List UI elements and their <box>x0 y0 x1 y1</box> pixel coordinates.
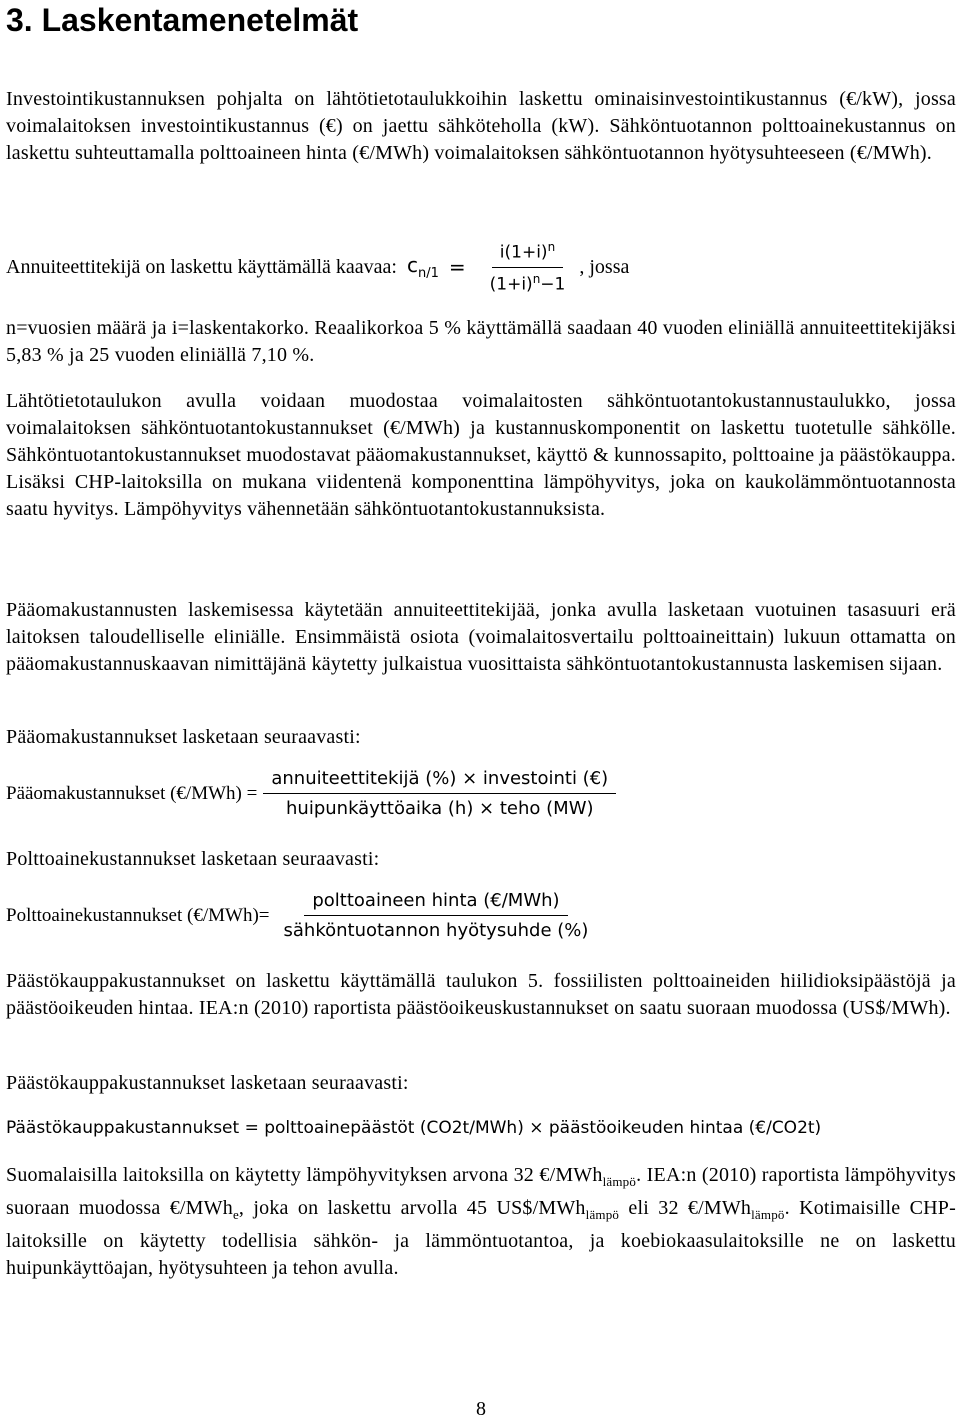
annuity-equals: = <box>448 255 466 280</box>
paragraph-heat-credit: Suomalaisilla laitoksilla on käytetty lämpöhyvityksen arvona 32 €/MWh$_{lämpö}$. IEA:n (2010) raportista lämpöhyvitys suoraan muodossa €/MWh$_e$, joka on laskettu arvolla 45 US$/MWh$_{lämpö}$ eli 32 €/MWh$_{lämpö}$. Kotimaisille CHP-laitoksille on käytetty todellisia sähkön- ja lämmöntuotantoa, ja koebiokaasulaitoksille ne on laskettu huipunkäyttöajan, hyötysuhteen ja tehon avulla. <box>6 1164 956 1279</box>
page-number: 8 <box>476 1398 486 1420</box>
capital-fraction <box>263 768 616 819</box>
paragraph-cost-table: Lähtötietotaulukon avulla voidaan muodostaa voimalaitosten sähköntuotantokustannustaulukko, jossa voimalaitoksen sähköntuotantokustannukset (€/MWh) ja kustannuskomponentit on laskettu tuotetulle sähkölle. Sähköntuotantokustannukset muodostavat pääomakustannukset, käyttö & kunnossapito, polttoaine ja päästökauppa. Lisäksi CHP-laitoksilla on mukana viidentenä komponenttina lämpöhyvitys, joka on kaukolämmöntuotannosta saatu hyvitys. Lämpöhyvitys vähennetään sähköntuotantokustannuksista. <box>6 390 956 520</box>
annuity-lhs <box>407 253 439 281</box>
annuity-lhs-subscript: n/1 <box>417 266 439 282</box>
emission-intro: Päästökauppakustannukset lasketaan seuraavasti: <box>6 1072 409 1094</box>
fuel-denominator: sähköntuotannon hyötysuhde (%) <box>283 920 589 941</box>
annuity-numerator: $i(1+i)^n$ <box>492 240 563 268</box>
fuel-formula-row <box>6 890 602 941</box>
paragraph-capital: Pääomakustannusten laskemisessa käytetään annuiteettitekijää, jonka avulla lasketaan vuotuinen tasasuuri erä laitoksen taloudelliselle eliniälle. Ensimmäistä osiota (voimalaitosvertailu polttoaineittain) lukuun ottamatta on pääomakustannuskaavan nimittäjänä käytetty julkaistua vuosittaista sähköntuotantokustannusta laskemisen sijaan. <box>6 599 956 675</box>
paragraph-variables: n=vuosien määrä ja i=laskentakorko. Reaalikorkoa 5 % käyttämällä saadaan 40 vuoden eliniällä annuiteettitekijäksi 5,83 % ja 25 vuoden eliniällä 7,10 %. <box>6 317 956 366</box>
annuity-formula-row <box>6 240 629 294</box>
annuity-fraction <box>482 240 574 294</box>
capital-numerator: annuiteettitekijä (%) × investointi (€) <box>263 768 616 794</box>
fuel-numerator: polttoaineen hinta (€/MWh) <box>304 890 567 916</box>
annuity-tail-text: , jossa <box>579 255 630 278</box>
annuity-lead-text: Annuiteettitekijä on laskettu käyttämällä kaavaa: <box>6 255 397 278</box>
annuity-denominator: $(1+i)^n-1$ <box>489 271 566 295</box>
fuel-intro: Polttoainekustannukset lasketaan seuraavasti: <box>6 848 380 870</box>
section-heading: 3. Laskentamenetelmät <box>6 2 359 38</box>
fuel-formula-lhs: Polttoainekustannukset (€/MWh)= <box>6 904 270 926</box>
paragraph-emission: Päästökauppakustannukset on laskettu käyttämällä taulukon 5. fossiilisten polttoaineiden hiilidioksipäästöjä ja päästöoikeuden hintaa. IEA:n (2010) raportista päästöoikeuskustannukset on saatu suoraan muodossa (US$/MWh). <box>6 970 956 1019</box>
capital-intro: Pääomakustannukset lasketaan seuraavasti: <box>6 726 361 748</box>
fuel-fraction <box>276 890 597 941</box>
annuity-lhs-symbol: c <box>406 253 418 278</box>
capital-denominator: huipunkäyttöaika (h) × teho (MW) <box>286 798 594 819</box>
capital-formula-lhs: Pääomakustannukset (€/MWh) = <box>6 782 258 804</box>
paragraph-investment: Investointikustannuksen pohjalta on lähtötietotaulukkoihin laskettu ominaisinvestointikustannus (€/kW), jossa voimalaitoksen investointikustannus (€) on jaettu sähköteholla (kW). Sähköntuotannon polttoainekustannus on laskettu suhteuttamalla polttoaineen hinta (€/MWh) voimalaitoksen sähköntuotannon hyötysuhteeseen (€/MWh). <box>6 88 956 164</box>
capital-formula-row <box>6 768 622 819</box>
emission-formula: Päästökauppakustannukset = polttoainepäästöt (CO2t/MWh) × päästöoikeuden hintaa (€/CO2t) <box>6 1118 822 1138</box>
